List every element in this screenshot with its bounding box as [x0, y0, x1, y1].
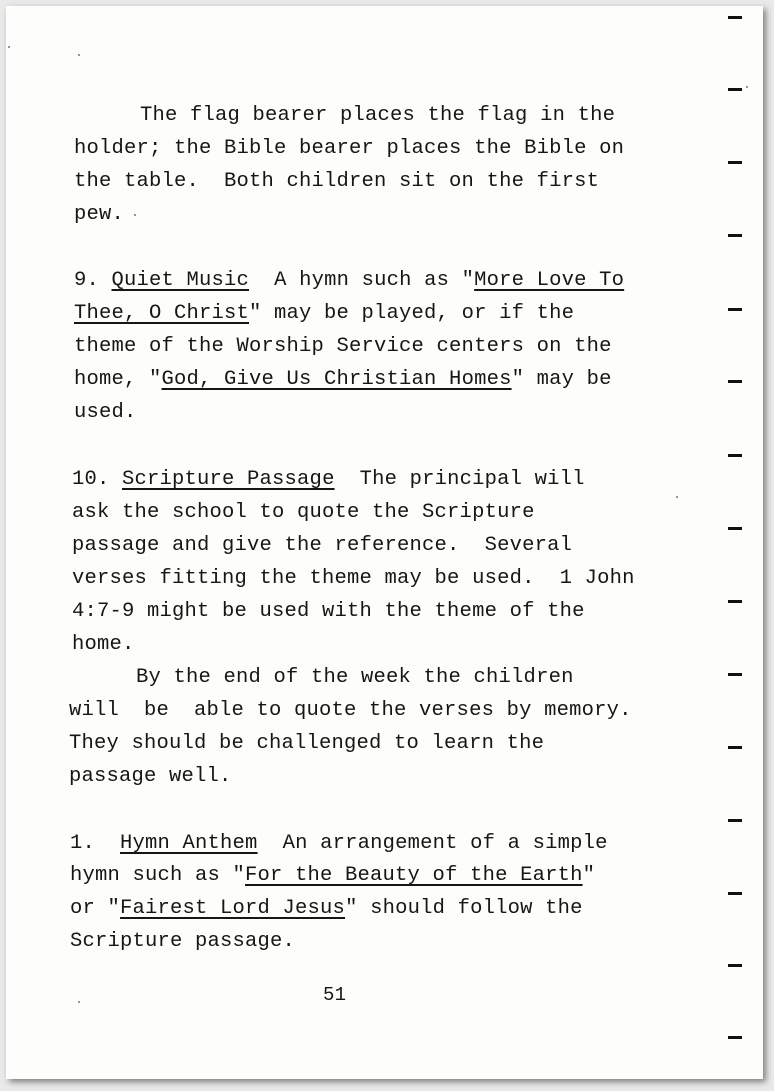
margin-tick	[728, 819, 742, 822]
text-fragment: hymn such as "	[70, 864, 246, 887]
text-line: pew.	[74, 203, 125, 226]
text-fragment: The principal will	[359, 468, 585, 491]
text-line: used.	[74, 401, 137, 424]
text-line: holder; the Bible bearer places the Bible on	[74, 137, 625, 160]
item-9-line-2	[74, 304, 574, 325]
margin-tick	[728, 234, 742, 237]
text-fragment: "	[582, 864, 596, 887]
scan-speck	[746, 86, 748, 88]
text-line: Scripture passage.	[70, 930, 296, 953]
margin-tick	[728, 454, 742, 457]
item-9-line-4	[74, 370, 612, 391]
text-line: verses fitting the theme may be used. 1 John	[72, 567, 635, 590]
scan-speck	[8, 46, 10, 48]
margin-tick	[728, 1036, 742, 1039]
item-11-line-3	[70, 899, 583, 920]
text-fragment: " may be played, or if the	[249, 302, 575, 325]
margin-tick	[728, 673, 742, 676]
text-line: By the end of the week the children	[136, 666, 574, 689]
document-page	[6, 6, 763, 1079]
text-line: ask the school to quote the Scripture	[72, 501, 535, 524]
item-11-line-2	[70, 866, 595, 887]
hymn-title: More Love To	[474, 269, 625, 292]
text-line: the table. Both children sit on the first	[74, 170, 600, 193]
item-heading: Hymn Anthem	[120, 832, 258, 855]
item-9-line-1	[74, 271, 624, 292]
text-fragment: " should follow the	[345, 897, 583, 920]
item-number: 9.	[74, 269, 100, 292]
margin-tick	[728, 892, 742, 895]
item-number: 1.	[70, 832, 96, 855]
margin-tick	[728, 600, 742, 603]
margin-tick	[728, 16, 742, 19]
item-11-line-1	[70, 834, 608, 855]
hymn-title: God, Give Us Christian Homes	[161, 368, 512, 391]
scan-speck	[78, 1001, 80, 1003]
text-line: 4:7-9 might be used with the theme of the	[72, 600, 585, 623]
margin-tick	[728, 527, 742, 530]
text-line: will be able to quote the verses by memory.	[69, 699, 632, 722]
text-line: The flag bearer places the flag in the	[140, 104, 616, 127]
item-10-line-1	[72, 470, 585, 491]
item-heading: Scripture Passage	[122, 468, 335, 491]
scan-speck	[676, 496, 678, 498]
hymn-title: Thee, O Christ	[74, 302, 250, 325]
text-line: They should be challenged to learn the	[69, 732, 545, 755]
scan-speck	[78, 54, 80, 56]
hymn-title: For the Beauty of the Earth	[245, 864, 583, 887]
text-fragment: home, "	[74, 368, 162, 391]
text-fragment: A hymn such as "	[274, 269, 475, 292]
text-line: passage well.	[69, 765, 232, 788]
margin-tick	[728, 964, 742, 967]
text-fragment: " may be	[511, 368, 612, 391]
margin-tick	[728, 380, 742, 383]
text-line: theme of the Worship Service centers on the	[74, 335, 612, 358]
text-line: home.	[72, 633, 135, 656]
margin-tick	[728, 161, 742, 164]
page-number: 51	[323, 984, 347, 1006]
text-line: passage and give the reference. Several	[72, 534, 573, 557]
hymn-title: Fairest Lord Jesus	[120, 897, 346, 920]
margin-tick	[728, 308, 742, 311]
margin-tick	[728, 746, 742, 749]
item-heading: Quiet Music	[111, 269, 250, 292]
margin-tick	[728, 88, 742, 91]
text-fragment: or "	[70, 897, 121, 920]
text-fragment: An arrangement of a simple	[282, 832, 608, 855]
item-number: 10.	[72, 468, 110, 491]
scan-speck	[134, 214, 136, 216]
